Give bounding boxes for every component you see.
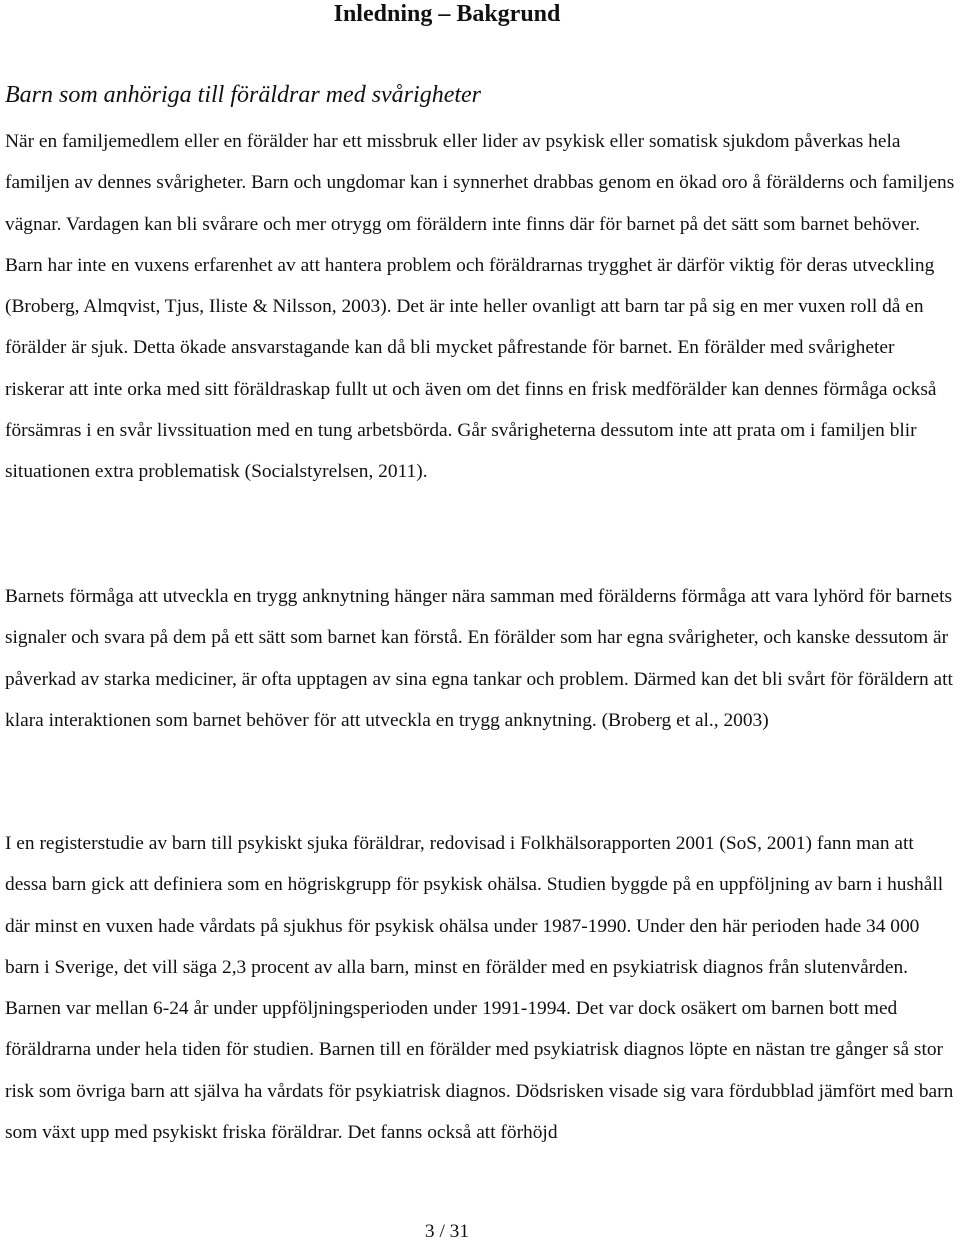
body-paragraph: I en registerstudie av barn till psykiskt sjuka föräldrar, redovisad i Folkhälsorapporten 2001 (SoS, 2001) fann man att dessa barn gick att definiera som en högriskgrupp för psykisk ohälsa. Studien byggde på en uppföljning av barn i hushåll där minst en vuxen hade vårdats på sjukhus för psykisk ohälsa under 1987-1990. Under den här perioden hade 34 000 barn i Sverige, det vill säga 2,3 procent av alla barn, minst en förälder med en psykiatrisk diagnos från slutenvården. Barnen var mellan 6-24 år under uppföljningsperioden under 1991-1994. Det var dock osäkert om barnen bott med föräldrarna under hela tiden för studien. Barnen till en förälder med psykiatrisk diagnos löpte en nästan tre gånger så stor risk som övriga barn att själva ha vårdats för psykiatrisk diagnos. Dödsrisken visade sig vara fördubblad jämfört med barn som växt upp med psykiskt friska föräldrar. Det fanns också att förhöjd bbox=[5, 833, 954, 1144]
section-title: Barn som anhöriga till föräldrar med svårigheter bbox=[5, 82, 482, 108]
body-paragraph: Barnets förmåga att utveckla en trygg anknytning hänger nära samman med förälderns förmåga att vara lyhörd för barnets signaler och svara på dem på ett sätt som barnet kan förstå. En förälder som har egna svårigheter, och kanske dessutom är påverkad av starka mediciner, är ofta upptagen av sina egna tankar och problem. Därmed kan det bli svårt för föräldern att klara interaktionen som barnet behöver för att utveckla en trygg anknytning. (Broberg et al., 2003) bbox=[5, 586, 953, 731]
chapter-title: Inledning – Bakgrund bbox=[333, 1, 561, 27]
body-paragraph: När en familjemedlem eller en förälder har ett missbruk eller lider av psykisk eller somatisk sjukdom påverkas hela familjen av dennes svårigheter. Barn och ungdomar kan i synnerhet drabbas genom en ökad oro å förälderns och familjens vägnar. Vardagen kan bli svårare och mer otrygg om föräldern inte finns där för barnet på det sätt som barnet behöver. Barn har inte en vuxens erfarenhet av att hantera problem och föräldrarnas trygghet är därför viktig för deras utveckling (Broberg, Almqvist, Tjus, Iliste & Nilsson, 2003). Det är inte heller ovanligt att barn tar på sig en mer vuxen roll då en förälder är sjuk. Detta ökade ansvarstagande kan då bli mycket påfrestande för barnet. En förälder med svårigheter riskerar att inte orka med sitt föräldraskap fullt ut och även om det finns en frisk medförälder kan dennes förmåga också försämras i en svår livssituation med en tung arbetsbörda. Går svårigheterna dessutom inte att prata om i familjen blir situationen extra problematisk (Socialstyrelsen, 2011). bbox=[5, 131, 955, 483]
page-number: 3 / 31 bbox=[424, 1221, 470, 1242]
